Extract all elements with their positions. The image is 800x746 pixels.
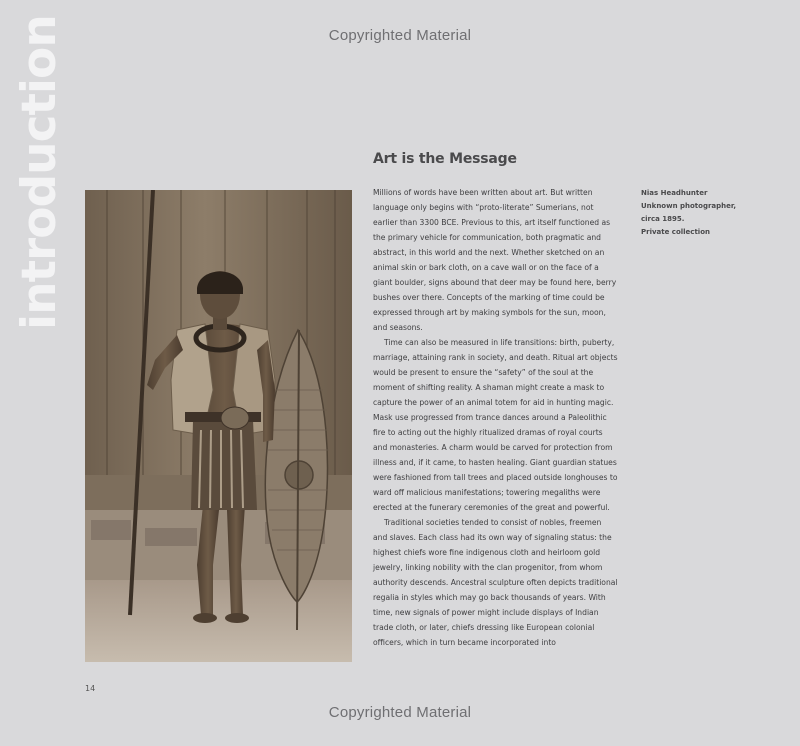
page-number: 14 [85, 684, 96, 693]
caption-collection: Private collection [641, 228, 710, 236]
paragraph-3: Traditional societies tended to consist of nobles, freemen and slaves. Each class had its own way of signaling status: the highest chiefs wore fine indigenous cloth and heirloom gold jewelry, linking nobility with the clan progenitor, from whom authority descends. Ancestral sculpture often depicts traditional regalia in styles which may go back thousands of years. With time, new signals of power might include displays of Indian trade cloth, or later, chiefs dressing like European colonial officers, which in turn became incorporated into [373, 518, 618, 647]
caption-photographer: Unknown photographer, [641, 202, 736, 210]
article-heading: Art is the Message [373, 151, 517, 167]
photo-caption [641, 187, 761, 239]
watermark-top: Copyrighted Material [328, 27, 472, 44]
paragraph-1: Millions of words have been written about art. But written language only begins with “proto-literate” Sumerians, not earlier than 3300 BCE. Previous to this, art itself functioned as the primary vehicle for communication, both pragmatic and abstract, in this world and the next. Whether sketched on an animal skin or bark cloth, on a cave wall or on the face of a giant boulder, signs abound that deer may be found here, berry bushes over there. Concepts of the marking of time could be expressed through art by making symbols for the sun, moon, and seasons. [373, 188, 617, 332]
caption-title: Nias Headhunter [641, 189, 708, 197]
article-body [373, 185, 618, 650]
paragraph-2: Time can also be measured in life transitions: birth, puberty, marriage, attaining rank in society, and death. Ritual art objects would be present to ensure the “safety” of the soul at the moment of shifting reality. A shaman might create a mask to capture the power of an animal totem for aid in hunting magic. Mask use progressed from trance dances around a Paleolithic fire to acting out the highly ritualized dramas of royal courts and monasteries. A charm would be carved for protection from illness and, if it came, to hasten healing. Giant guardian statues were fashioned from tall trees and placed outside longhouses to ward off malicious manifestations; towering megaliths were erected at the funerary ceremonies of the great and powerful. [373, 338, 618, 512]
photo-nias-headhunter [85, 190, 352, 662]
watermark-bottom: Copyrighted Material [328, 704, 472, 721]
caption-date: circa 1895. [641, 215, 685, 223]
section-title-vertical: introduction [12, 15, 67, 330]
